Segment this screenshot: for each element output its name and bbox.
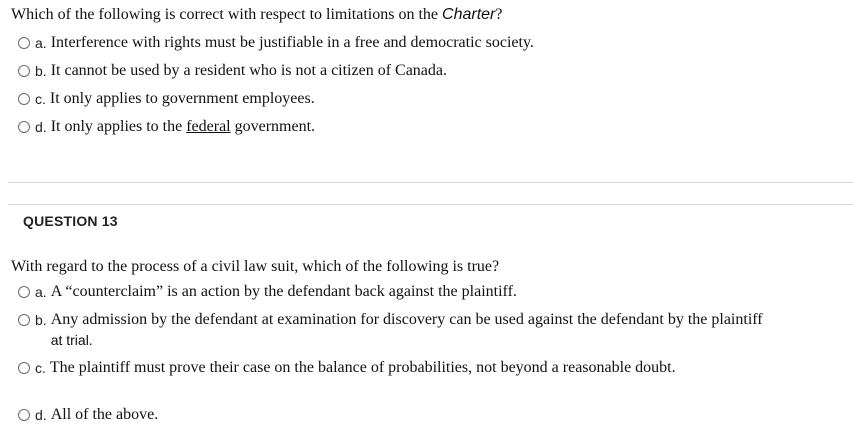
option-letter: b. [35,63,47,79]
radio-button[interactable] [18,37,30,49]
option-letter: a. [35,35,47,51]
option-text-part: It only applies to the [50,118,187,135]
option-text [51,309,763,349]
section-divider-top [8,182,853,183]
question-header: QUESTION 13 [23,213,118,229]
question-12-option-c[interactable] [10,88,850,110]
option-text: The plaintiff must prove their case on the balance of probabilities, not beyond a reasonable doubt. [49,359,676,376]
question-13-option-b[interactable] [10,309,850,349]
question-13-text: With regard to the process of a civil law suit, which of the following is true? [11,258,500,275]
question-13 [10,256,850,426]
radio-button[interactable] [18,93,30,105]
question-12-text-part: Which of the following is correct with respect to limitations on the [11,6,443,23]
question-13-option-c[interactable] [10,357,850,379]
option-text-end: government. [230,118,316,135]
option-text: It cannot be used by a resident who is not a citizen of Canada. [50,62,448,79]
radio-button[interactable] [18,362,30,374]
question-13-option-a[interactable] [10,281,850,303]
question-12-text-emphasis: Charter [442,6,496,23]
question-12-text-end: ? [495,6,503,23]
radio-button[interactable] [18,65,30,77]
option-text-underlined: federal [186,118,231,135]
option-text: All of the above. [50,406,159,423]
question-12 [10,4,850,138]
question-13-option-d[interactable] [10,404,850,426]
option-text [51,116,315,138]
option-letter: c. [35,91,46,107]
radio-button[interactable] [18,286,30,298]
option-letter: a. [35,284,47,300]
question-12-option-a[interactable] [10,32,850,54]
radio-button[interactable] [18,409,30,421]
question-12-option-d[interactable] [10,116,850,138]
option-text: A “counterclaim” is an action by the defendant back against the plaintiff. [50,283,517,300]
option-letter: b. [35,312,47,328]
question-12-option-b[interactable] [10,60,850,82]
question-12-text [10,4,850,26]
option-letter: d. [35,407,47,423]
option-text: Interference with rights must be justifiable in a free and democratic society. [50,34,534,51]
option-text-line-1: Any admission by the defendant at examination for discovery can be used against the defendant by the plaintiff [50,311,763,328]
radio-button[interactable] [18,314,30,326]
option-text: It only applies to government employees. [49,90,315,107]
section-divider-bottom [8,204,853,205]
option-letter: c. [35,360,46,376]
radio-button[interactable] [18,121,30,133]
option-text-line-2: at trial. [50,332,93,348]
option-letter: d. [35,119,47,135]
